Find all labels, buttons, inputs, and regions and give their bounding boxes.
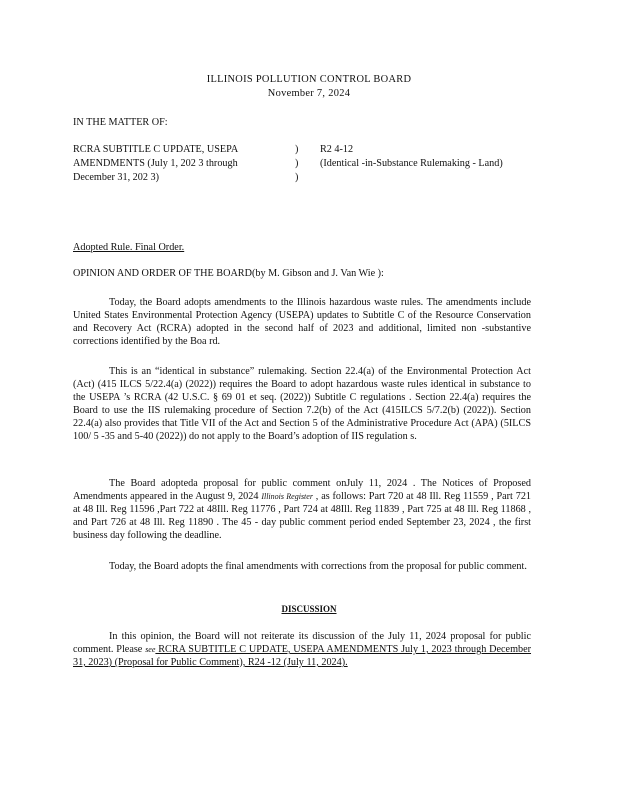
caption-left-line: December 31, 202 3) bbox=[73, 172, 159, 183]
adopted-rule-heading: Adopted Rule. Final Order. bbox=[73, 242, 185, 253]
board-name: ILLINOIS POLLUTION CONTROL BOARD bbox=[206, 74, 412, 85]
caption-paren: ) bbox=[295, 172, 299, 183]
paragraph-1: Today, the Board adopts amendments to the Illinois hazardous waste rules. The amendments include United States Environmental Protection Agency (USEPA) updates to Subtitle C of the Resource Conservation and Recovery Act (RCRA) adopted in the second half of 2023 and additional, limited non -substantive corrections identified by the Boa rd. bbox=[73, 297, 531, 347]
caption-left-line: RCRA SUBTITLE C UPDATE, USEPA bbox=[73, 144, 239, 155]
caption-paren: ) bbox=[295, 144, 299, 155]
discussion-heading: DISCUSSION bbox=[281, 604, 337, 614]
paragraph-5-part-a: In this opinion, the Board will not reiterate its discussion of the July 11, 2024 proposal for public comment. Please bbox=[73, 631, 531, 655]
caption-right-empty bbox=[320, 171, 543, 185]
rulemaking-type: (Identical -in-Substance Rulemaking - Land) bbox=[320, 158, 503, 169]
case-citation: RCRA SUBTITLE C UPDATE, USEPA AMENDMENTS July 1, 2023 through December 31, 2023) (Proposal for Public Comment), R24 -12 (July 11, 2024). bbox=[73, 644, 532, 668]
paragraph-2: This is an “identical in substance” rulemaking. Section 22.4(a) of the Environmental Protection Act (Act) (415 ILCS 5/22.4(a) (2022)) requires the Board to adopt hazardous waste rules identical in substance to the USEPA ’s RCRA (42 U.S.C. § 69 01 et seq. (2022)) Subtitle C regulations . Section 22.4(a) requires the Board to use the IIS rulemaking procedure of Section 7.2(b) of the Act (415ILCS 5/7.2(b) (2022)). Section 22.4(a) also provides that Title VII of the Act and Section 5 of the Administrative Procedure Act (APA) (5ILCS 100/ 5 -35 and 5-40 (2022)) do not apply to the Board’s adoption of IIS regulation s. bbox=[73, 366, 531, 442]
paragraph-5 bbox=[73, 630, 531, 669]
case-caption bbox=[73, 143, 543, 185]
document-date: November 7, 2024 bbox=[267, 88, 351, 99]
caption-paren: ) bbox=[295, 158, 299, 169]
paragraph-3 bbox=[73, 477, 531, 542]
opinion-heading: OPINION AND ORDER OF THE BOARD(by M. Gibson and J. Van Wie ): bbox=[73, 268, 384, 279]
in-the-matter: IN THE MATTER OF: bbox=[73, 117, 168, 128]
register-citation: Illinois Register bbox=[261, 492, 313, 501]
paragraph-4: Today, the Board adopts the final amendments with corrections from the proposal for public comment. bbox=[109, 561, 527, 572]
see-signal: see bbox=[145, 645, 156, 654]
paragraph-3-part-b: , as follows: Part 720 at 48 Ill. Reg 11559 , Part 721 at 48 Ill. Reg 11596 ,Part 722 at 48Ill. Reg 11776 , Part 724 at 48Ill. Reg 11839 , Part 725 at 48 Ill. Reg 11868 , and Part 726 at 48 Ill. Reg 11890 . The 45 - day public comment period ended September 23, 2024 , the first business day following the deadline. bbox=[73, 491, 532, 541]
caption-left-line: AMENDMENTS (July 1, 202 3 through bbox=[73, 158, 238, 169]
document-header bbox=[0, 73, 618, 101]
paragraph-3-part-a: The Board adopteda proposal for public comment onJuly 11, 2024 . The Notices of Proposed Amendments appeared in the August 9, 2024 bbox=[73, 478, 531, 502]
docket-number: R2 4-12 bbox=[320, 144, 354, 155]
